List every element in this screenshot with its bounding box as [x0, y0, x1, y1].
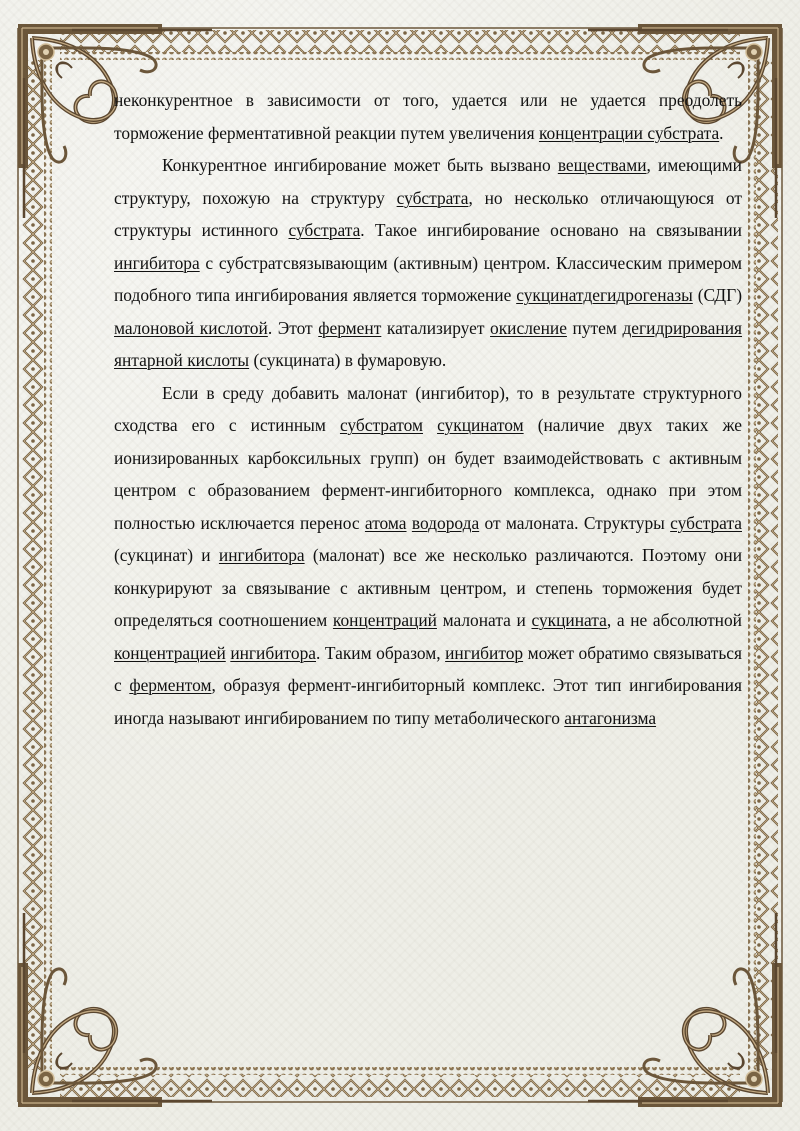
- term-link[interactable]: ингибитора: [218, 545, 305, 565]
- text-run: . Таким образом,: [316, 642, 446, 663]
- text-run: неконкурентное в зависимости от того, удается или не удается преодолеть торможение ферментативной реакции путем увеличения: [114, 90, 742, 143]
- text-run: .: [719, 122, 724, 143]
- term-link[interactable]: ингибитора: [114, 252, 200, 273]
- text-run: . Этот: [267, 317, 319, 338]
- term-link[interactable]: веществами: [557, 155, 647, 175]
- text-run: [423, 415, 437, 435]
- text-run: , а не абсолютной: [606, 610, 742, 630]
- text-run: Конкурентное ингибирование может быть вызвано: [162, 155, 558, 175]
- text-run: , имеющими структуру, похожую на структуру: [114, 155, 742, 208]
- term-link[interactable]: субстрата: [288, 220, 361, 240]
- term-link[interactable]: субстрата: [670, 512, 742, 533]
- text-run: Если в среду добавить малонат (ингибитор), то в результате структурного сходства его с истинным: [114, 382, 742, 435]
- term-link[interactable]: концентрацией: [114, 642, 226, 663]
- text-run: от малоната. Структуры: [479, 512, 671, 533]
- term-link[interactable]: сукцинатом: [437, 415, 524, 435]
- term-link[interactable]: антагонизма: [564, 707, 657, 728]
- text-run: путем: [566, 317, 623, 338]
- term-link[interactable]: ингибитора: [230, 642, 317, 663]
- text-run: может обратимо связываться с: [114, 642, 742, 695]
- text-run: катализирует: [381, 317, 491, 338]
- term-link[interactable]: концентрации субстрата: [538, 122, 720, 143]
- term-link[interactable]: концентраций: [332, 610, 437, 630]
- term-link[interactable]: водорода: [411, 512, 480, 533]
- term-link[interactable]: окисление: [490, 317, 567, 338]
- term-link[interactable]: янтарной кислоты: [114, 350, 250, 370]
- term-link[interactable]: фермент: [318, 317, 382, 338]
- term-link[interactable]: сукцината: [531, 610, 607, 630]
- paragraph: [114, 377, 742, 735]
- text-run: (наличие двух таких же ионизированных карбоксильных групп) он будет взаимодействовать с активным центром с образованием фермент-ингибиторного комплекса, однако при этом полностью исключается перенос: [114, 415, 742, 533]
- document-body: [114, 84, 742, 734]
- text-run: . Такое ингибирование основано на связывании: [360, 220, 742, 240]
- term-link[interactable]: ферментом: [129, 675, 212, 695]
- term-link[interactable]: атома: [364, 512, 407, 533]
- text-run: , образуя фермент-ингибиторный комплекс. Этот тип ингибирования иногда называют ингибированием по типу метаболического: [114, 675, 742, 728]
- term-link[interactable]: ингибитор: [445, 642, 524, 663]
- text-run: с субстратсвязывающим (активным) центром. Классическим примером подобного типа ингибирования является торможение: [114, 252, 742, 305]
- term-link[interactable]: субстрата: [396, 187, 469, 208]
- text-run: (сукцината) в фумаровую.: [249, 350, 447, 370]
- text-run: малоната и: [436, 610, 532, 630]
- paragraph: [114, 84, 742, 149]
- text-run: (малонат) все же несколько различаются. Поэтому они конкурируют за связывание с активным центром, и степень торможения будет определяться соотношением: [114, 545, 742, 630]
- text-run: , но несколько отличающуюся от структуры истинного: [114, 187, 742, 240]
- text-run: (СДГ): [692, 285, 742, 305]
- term-link[interactable]: субстратом: [339, 415, 423, 435]
- term-link[interactable]: малоновой кислотой: [114, 317, 268, 338]
- text-run: (сукцинат) и: [114, 545, 219, 565]
- term-link[interactable]: дегидрирования: [622, 317, 742, 338]
- paragraph: [114, 149, 742, 377]
- term-link[interactable]: сукцинатдегидрогеназы: [516, 285, 693, 305]
